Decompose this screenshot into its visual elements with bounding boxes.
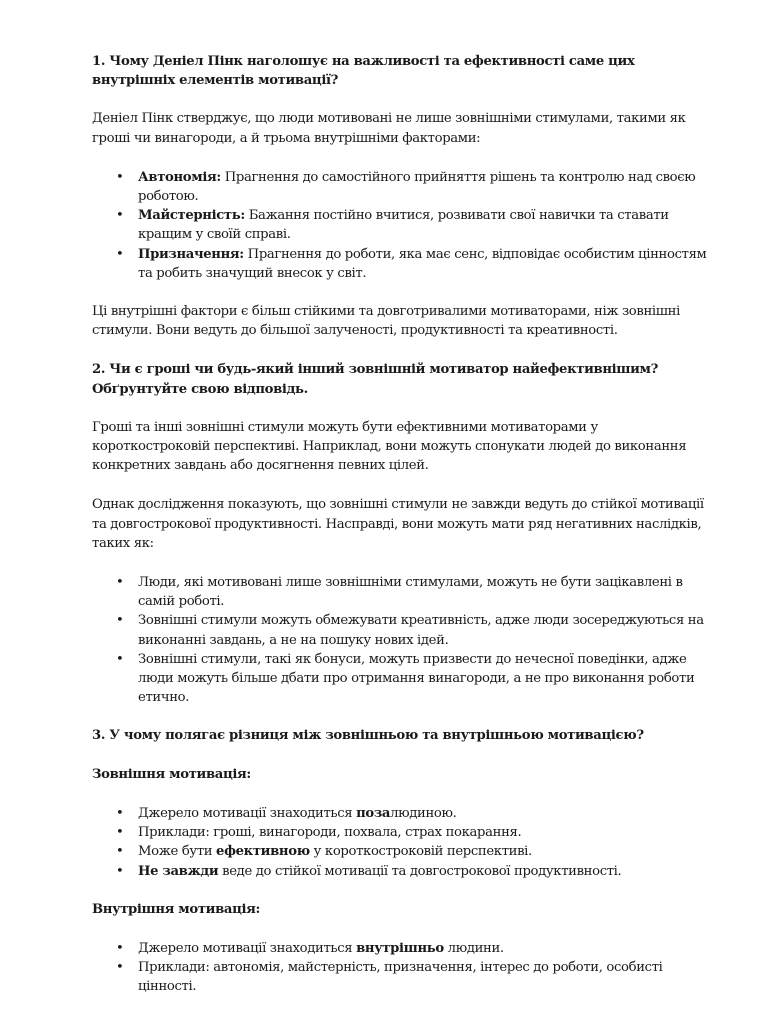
question-1-intro: Деніел Пінк стверджує, що люди мотивовані не лише зовнішніми стимулами, такими як гроші чи винагороди, а й трьома внутрішніми факторами: [92,111,686,146]
question-1-heading: 1. Чому Деніел Пінк наголошує на важливості та ефективності саме цих внутрішніх елементів мотивації? [92,54,635,89]
internal-motivation-heading: Внутрішня мотивація: [92,901,261,917]
document-page [92,52,718,1016]
intrinsic-factors-list [92,168,718,283]
item-text: у короткостроковій перспективі. [309,844,532,860]
list-item: • Люди, які мотивовані лише зовнішніми стимулами, можуть не бути зацікавлені в самій роботі. [138,573,718,611]
list-item: • Приклади: автономія, майстерність, призначення, інтерес до роботи, особисті цінності. [138,958,718,996]
list-item: • Приклади: гроші, винагороди, похвала, страх покарання. [138,823,718,842]
negative-consequences-list [92,573,718,707]
item-text: Джерело мотивації знаходиться [138,805,357,821]
item-text: Може бути [138,844,217,860]
question-2-paragraph-1: Гроші та інші зовнішні стимули можуть бути ефективними мотиваторами у короткостроковій перспективі. Наприклад, вони можуть спонукати людей до виконання конкретних завдань або досягнення певних цілей. [92,419,687,474]
item-text: людини. [443,940,504,956]
list-item-purpose [138,245,718,283]
item-text: Джерело мотивації знаходиться [138,940,357,956]
term-purpose: Призначення: [138,246,244,262]
definition-purpose: Прагнення до роботи, яка має сенс, відповідає особистим цінностям та робить значущий внесок у світ. [138,246,707,281]
list-item [138,804,718,823]
term-autonomy: Автономія: [138,169,221,185]
list-item-autonomy [138,168,718,206]
emphasis-text: Не завжди [138,863,219,879]
emphasis-text: поза [356,805,391,821]
list-item: • Зовнішні стимули можуть обмежувати креативність, адже люди зосереджуються на виконанні завдань, а не на пошуку нових ідей. [138,611,718,649]
item-text: людиною. [390,805,457,821]
list-item [138,842,718,861]
emphasis-text: внутрішньо [356,940,444,956]
list-item [138,862,718,881]
question-3-heading: 3. У чому полягає різниця між зовнішньою та внутрішньою мотивацією? [92,728,644,744]
question-2-heading: 2. Чи є гроші чи будь-який інший зовнішній мотиватор найефективнішим? Обґрунтуйте свою відповідь. [92,362,659,397]
internal-motivation-list [92,939,718,997]
item-text: веде до стійкої мотивації та довгострокової продуктивності. [218,863,622,879]
list-item-mastery [138,206,718,244]
question-1-conclusion: Ці внутрішні фактори є більш стійкими та довготривалими мотиваторами, ніж зовнішні стимули. Вони ведуть до більшої залученості, продуктивності та креативності. [92,304,680,339]
definition-mastery: Бажання постійно вчитися, розвивати свої навички та ставати кращим у своїй справі. [138,208,669,243]
list-item: • Зовнішні стимули, такі як бонуси, можуть призвести до нечесної поведінки, адже люди можуть більше дбати про отримання винагороди, а не про виконання роботи етично. [138,650,718,708]
external-motivation-heading: Зовнішня мотивація: [92,766,251,782]
external-motivation-list [92,804,718,881]
list-item [138,939,718,958]
term-mastery: Майстерність: [138,208,245,224]
emphasis-text: ефективною [216,844,310,860]
definition-autonomy: Прагнення до самостійного прийняття рішень та контролю над своєю роботою. [138,169,696,205]
question-2-paragraph-2: Однак дослідження показують, що зовнішні стимули не завжди ведуть до стійкої мотивації та довгострокової продуктивності. Насправді, вони можуть мати ряд негативних наслідків, таких як: [92,497,704,551]
